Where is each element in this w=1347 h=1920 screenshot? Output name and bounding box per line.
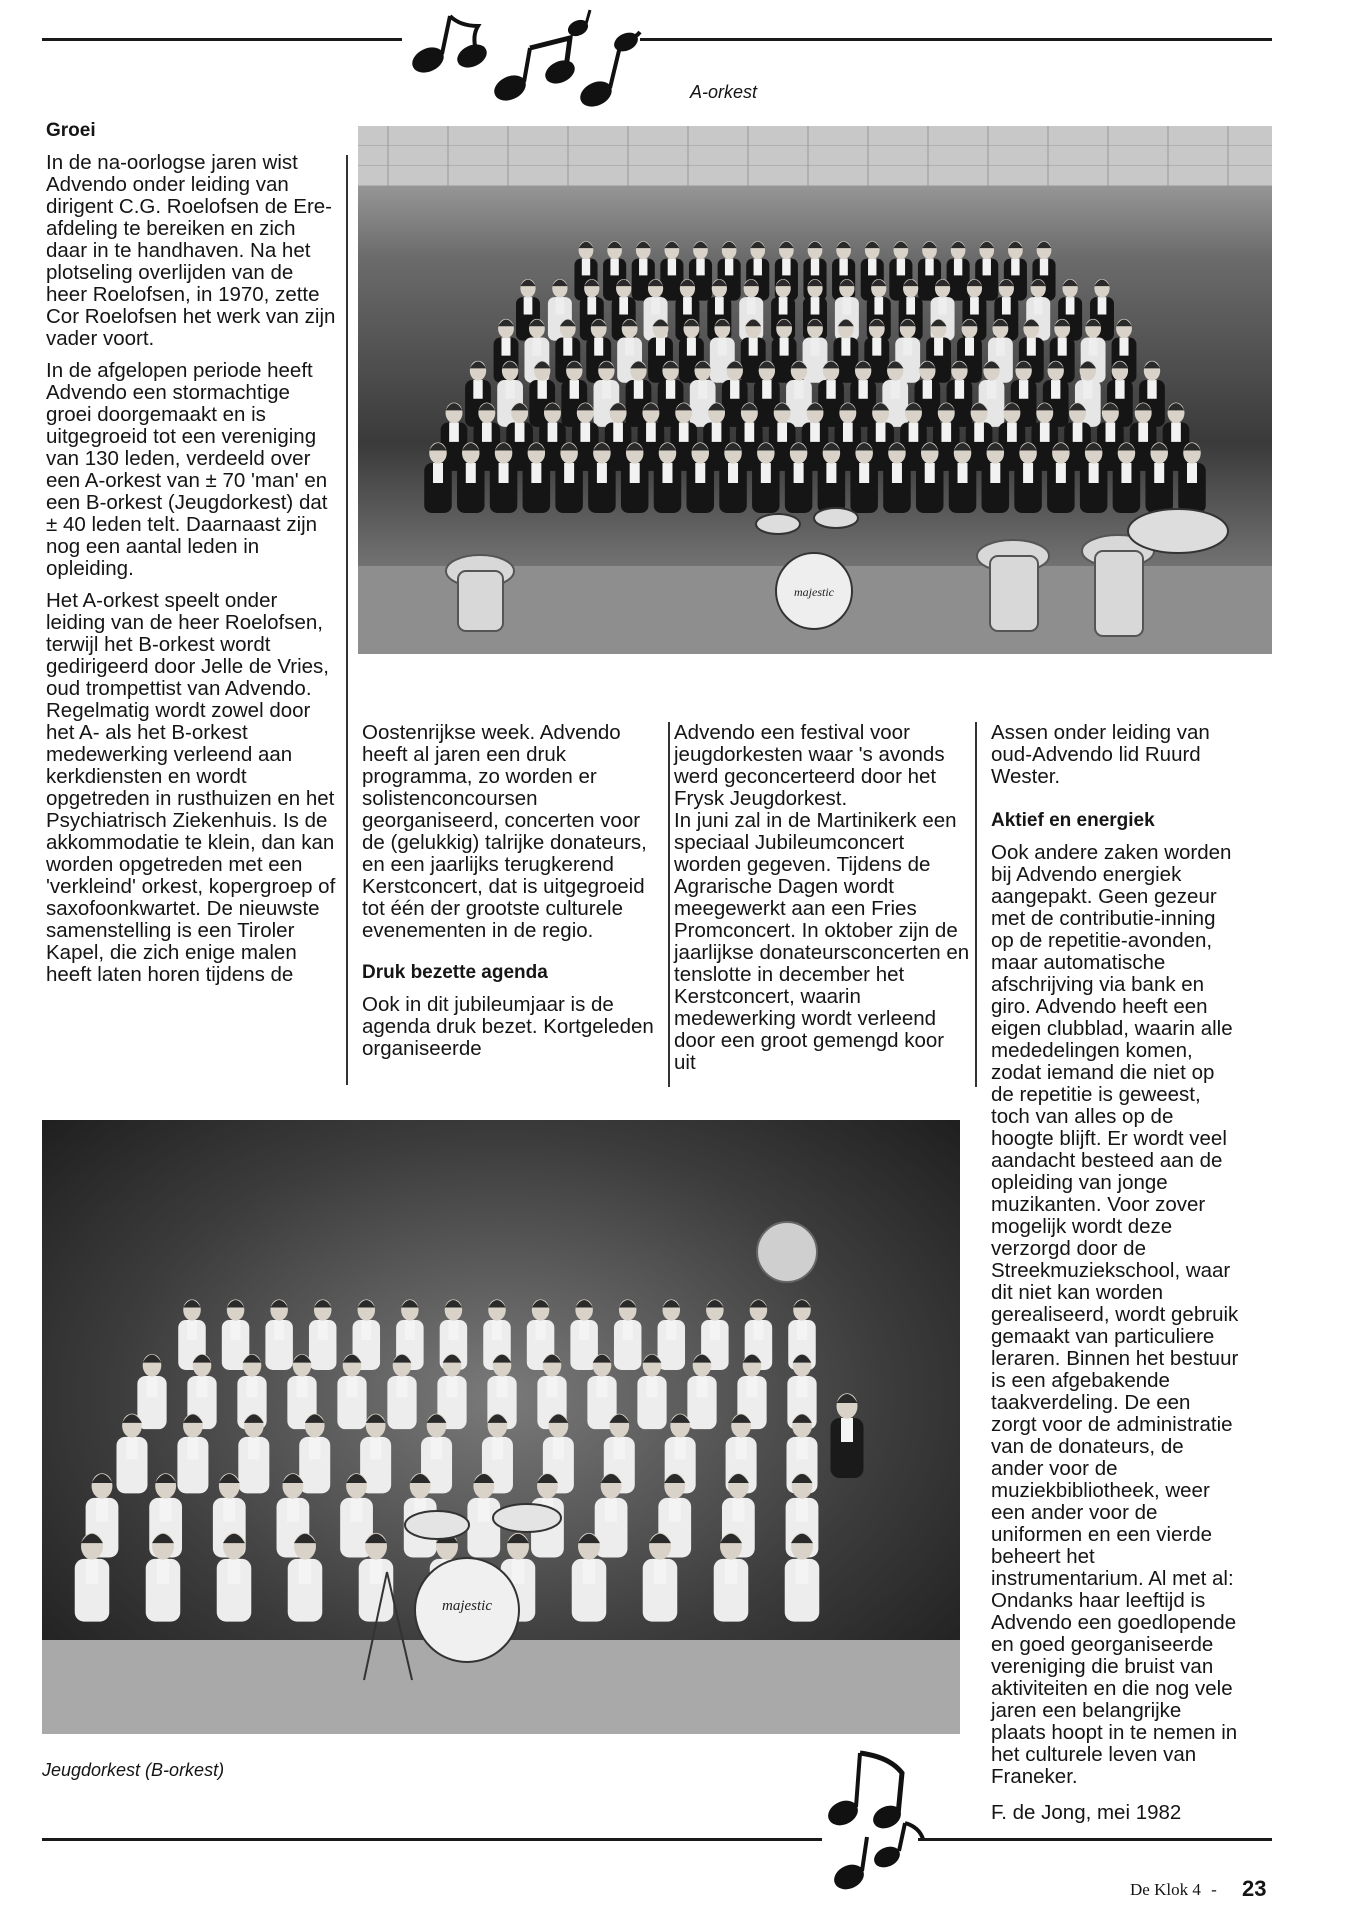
drum-brand-label-a: majestic: [794, 585, 834, 599]
col2-paragraph-1: Oostenrijkse week. Advendo heeft al jaren een druk programma, zo worden er solistenconcoursen georganiseerd, concerten voor de (gelukkig) talrijke donateurs, en een jaarlijks terugkerend Kerstconcert, dat is uitgegroeid tot één der grootste culturele evenementen in de regio.: [362, 721, 647, 942]
photo-a-orkest: [358, 126, 1272, 654]
magazine-name: De Klok 4: [1130, 1880, 1201, 1899]
col1-paragraph-3: Het A-orkest speelt onder leiding van de heer Roelofsen, terwijl het B-orkest wordt gedirigeerd door Jelle de Vries, oud trompettist van Advendo. Regelmatig wordt zowel door het A- als het B-orkest medewerking verleend aan kerkdiensten en wordt opgetreden in rusthuizen en het Psychiatrisch Ziekenhuis. Is de akkommodatie te klein, dan kan worden opgetreden met een 'verkleind' orkest, kopergroep of saxofoonkwartet. De nieuwste samenstelling is een Tiroler Kapel, die zich enige malen heeft laten horen tijdens de: [46, 589, 336, 986]
col4-paragraph-2: Ook andere zaken worden bij Advendo energiek aangepakt. Geen gezeur met de contributie-inning op de repetitie-avonden, maar automatische afschrijving via bank en giro. Advendo heeft een eigen clubblad, waarin alle mededelingen komen, zodat iemand die niet op de repetitie is geweest, toch van alles op de hoogte blijft. Er wordt veel aandacht besteed aan de opleiding van jonge muzikanten. Voor zover mogelijk wordt deze verzorgd door de Streekmuziekschool, waar dit niet kan worden gerealiseerd, wordt gebruik gemaakt van particuliere leraren. Binnen het bestuur is een afgebakende taakverdeling. De een zorgt voor de administratie van de donateurs, de ander voor de muziekbibliotheek, weer een ander voor de uniformen en een vierde beheert het instrumentarium. Al met al: Ondanks haar leeftijd is Advendo een goedlopende en goed georganiseerde vereniging die bruist van aktiviteiten en die nog vele jaren een belangrijke plaats hoopt in te nemen in het culturele leven van Franeker.: [991, 841, 1239, 1788]
bottom-rule-right: [918, 1838, 1272, 1841]
column-rule-3: [975, 722, 977, 1087]
bottom-rule-left: [42, 1838, 822, 1841]
top-rule-left: [42, 38, 402, 41]
music-notes-icon: [400, 8, 660, 118]
caption-a-orkest: A-orkest: [690, 82, 758, 102]
column-4: [991, 722, 1241, 1834]
column-3: [674, 722, 970, 1084]
col3-paragraph-2: In juni zal in de Martinikerk een speciaal Jubileumconcert worden gegeven. Tijdens de Agrarische Dagen wordt meegewerkt aan een Fries Promconcert. In oktober zijn de jaarlijkse donateursconcerten en tenslotte in december het Kerstconcert, waarin medewerking wordt verleend door een groot gemengd koor uit: [674, 809, 970, 1074]
col1-paragraph-1: In de na-oorlogse jaren wist Advendo onder leiding van dirigent C.G. Roelofsen de Ere-afdeling te bereiken en zich daar in te handhaven. Na het plotseling overlijden van de heer Roelofsen, in 1970, zette Cor Roelofsen het werk van zijn vader voort.: [46, 151, 336, 350]
signature: F. de Jong, mei 1982: [991, 1801, 1182, 1824]
heading-groei: Groei: [46, 120, 96, 141]
top-rule-right: [640, 38, 1272, 41]
caption-jeugdorkest: Jeugdorkest (B-orkest): [42, 1760, 225, 1780]
col4-paragraph-1: Assen onder leiding van oud-Advendo lid Ruurd Wester.: [991, 721, 1210, 788]
page-number: 23: [1242, 1876, 1267, 1901]
col1-paragraph-2: In de afgelopen periode heeft Advendo een stormachtige groei doorgemaakt en is uitgegroeid tot een vereniging van 130 leden, verdeeld over een A-orkest van ± 70 'man' en een B-orkest (Jeugdorkest) dat ± 40 leden telt. Daarnaast zijn nog een aantal leden in opleiding.: [46, 359, 328, 580]
column-2: [362, 722, 658, 1070]
music-notes-icon: [815, 1745, 925, 1895]
col3-paragraph-1: Advendo een festival voor jeugdorkesten waar 's avonds werd geconcerteerd door het Frysk Jeugdorkest.: [674, 721, 945, 810]
column-rule-1: [346, 155, 348, 1085]
heading-druk-bezette-agenda: Druk bezette agenda: [362, 962, 548, 983]
photo-jeugdorkest: [42, 1120, 960, 1734]
column-rule-2: [668, 722, 670, 1087]
footer-magazine: [1130, 1880, 1223, 1900]
footer-separator: -: [1211, 1880, 1217, 1899]
column-1: [46, 120, 336, 996]
heading-aktief-en-energiek: Aktief en energiek: [991, 810, 1155, 831]
col2-paragraph-2: Ook in dit jubileumjaar is de agenda druk bezet. Kortgeleden organiseerde: [362, 993, 654, 1060]
drum-brand-label-b: majestic: [442, 1598, 492, 1614]
